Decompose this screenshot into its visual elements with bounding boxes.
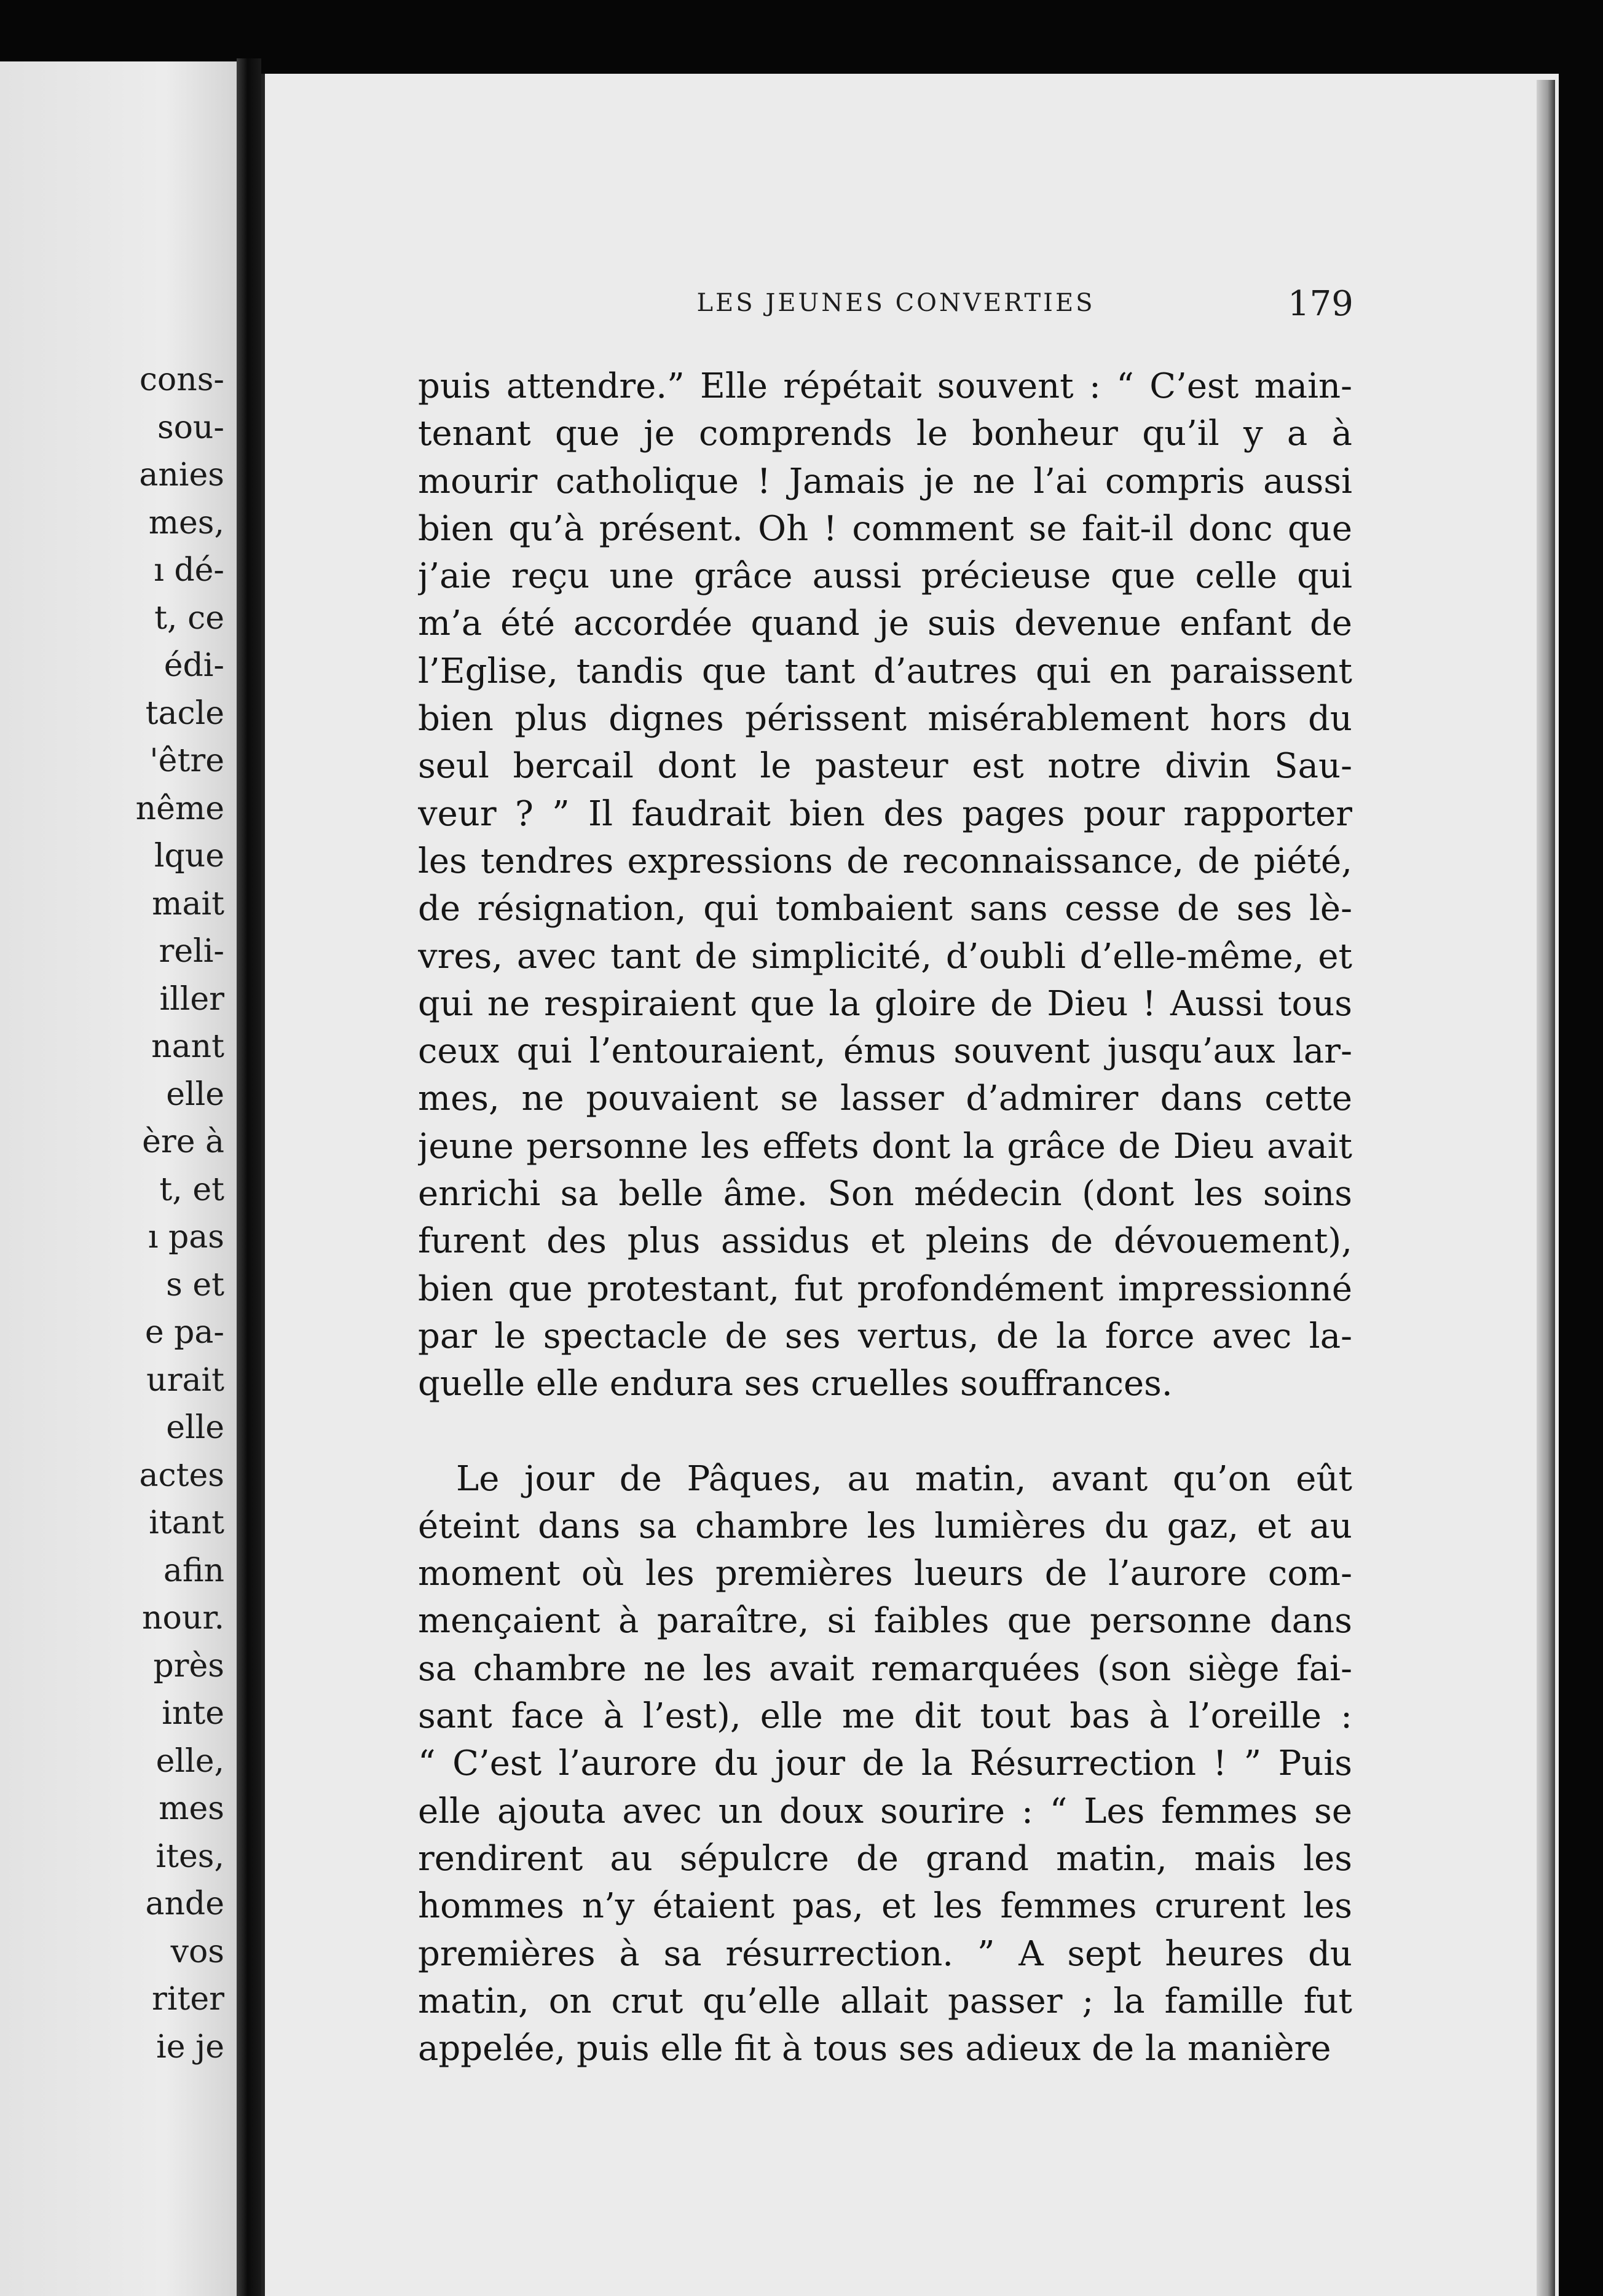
previous-page-line: inte <box>162 1695 224 1732</box>
paragraph <box>418 363 1352 1408</box>
book-gutter <box>237 58 261 2296</box>
previous-page-line: lque <box>154 838 224 875</box>
text-line: ceux qui l’entouraient, émus souvent jusqu’aux lar- <box>418 1031 1352 1072</box>
text-line: mençaient à paraître, si faibles que personne dans <box>418 1601 1352 1641</box>
text-line: tenant que je comprends le bonheur qu’il y a à <box>418 414 1352 454</box>
text-line: matin, on crut qu’elle allait passer ; la famille fut <box>418 1981 1352 2021</box>
text-line: de résignation, qui tombaient sans cesse de ses lè- <box>418 889 1352 929</box>
previous-page-line: mes, <box>148 504 224 541</box>
text-line: par le spectacle de ses vertus, de la force avec la- <box>418 1316 1352 1356</box>
text-line: éteint dans sa chambre les lumières du gaz, et au <box>418 1506 1352 1546</box>
previous-page-line: actes <box>139 1457 224 1494</box>
previous-page-line: mes <box>159 1790 224 1827</box>
previous-page-line: riter <box>151 1981 224 2018</box>
text-line: j’aie reçu une grâce aussi précieuse que celle qui <box>418 556 1352 597</box>
previous-page-line: elle <box>166 1075 224 1113</box>
text-line: puis attendre.” Elle répétait souvent : “ C’est main- <box>418 366 1352 406</box>
previous-page-line: ites, <box>156 1838 224 1875</box>
previous-page-line: mait <box>152 885 224 922</box>
previous-page-line: ı dé- <box>154 552 224 589</box>
previous-page-line: elle, <box>156 1742 224 1780</box>
text-line: premières à sa résurrection. ” A sept heures du <box>418 1933 1352 1974</box>
previous-page-line: vos <box>170 1933 224 1970</box>
text-line: bien qu’à présent. Oh ! comment se fait-il donc que <box>418 508 1352 549</box>
previous-page-text <box>0 356 237 2071</box>
previous-page-line: s et <box>166 1266 224 1303</box>
text-line: l’Eglise, tandis que tant d’autres qui en paraissent <box>418 651 1352 691</box>
text-line: appelée, puis elle fit à tous ses adieux de la manière <box>418 2029 1331 2069</box>
previous-page-line: tacle <box>145 694 224 732</box>
running-title: LES JEUNES CONVERTIES <box>696 289 1095 317</box>
text-line: elle ajouta avec un doux sourire : “ Les femmes se <box>418 1791 1352 1831</box>
page-body <box>418 363 1352 2072</box>
previous-page-line: t, et <box>159 1171 224 1208</box>
previous-page-line: ère à <box>142 1123 224 1160</box>
text-line: enrichi sa belle âme. Son médecin (dont les soins <box>418 1174 1352 1214</box>
text-line: “ C’est l’aurore du jour de la Résurrection ! ” Puis <box>418 1744 1352 1784</box>
text-line: jeune personne les effets dont la grâce de Dieu avait <box>418 1126 1352 1166</box>
previous-page-line: sou- <box>157 409 224 446</box>
text-line: vres, avec tant de simplicité, d’oubli d’elle-même, et <box>418 936 1352 977</box>
previous-page-line: nême <box>135 790 224 827</box>
previous-page-line: ie je <box>156 2028 224 2066</box>
text-line: sant face à l’est), elle me dit tout bas à l’oreille : <box>418 1696 1352 1737</box>
previous-page-line: cons- <box>139 361 224 398</box>
text-line: m’a été accordée quand je suis devenue enfant de <box>418 603 1352 644</box>
text-line: furent des plus assidus et pleins de dévouement), <box>418 1221 1352 1262</box>
previous-page-line: anies <box>139 457 224 493</box>
text-line: mes, ne pouvaient se lasser d’admirer dans cette <box>418 1079 1352 1119</box>
previous-page-line: afin <box>163 1552 224 1589</box>
previous-page <box>0 61 237 2296</box>
text-line: qui ne respiraient que la gloire de Dieu ! Aussi tous <box>418 983 1352 1024</box>
previous-page-line: reli- <box>159 933 224 970</box>
page-number: 179 <box>1288 284 1353 324</box>
paragraph <box>418 1455 1352 2073</box>
previous-page-line: ande <box>145 1885 224 1922</box>
previous-page-line: ı pas <box>148 1219 224 1256</box>
text-line: quelle elle endura ses cruelles souffrances. <box>418 1364 1173 1404</box>
previous-page-line: près <box>153 1647 224 1685</box>
text-line: Le jour de Pâques, au matin, avant qu’on eût <box>456 1458 1352 1499</box>
previous-page-line: édi- <box>163 647 224 684</box>
text-line: les tendres expressions de reconnaissance, de piété, <box>418 841 1352 881</box>
previous-page-line: t, ce <box>154 599 224 637</box>
text-line: mourir catholique ! Jamais je ne l’ai compris aussi <box>418 461 1352 501</box>
text-line: sa chambre ne les avait remarquées (son siège fai- <box>418 1648 1352 1689</box>
previous-page-line: elle <box>166 1409 224 1446</box>
text-line: bien plus dignes périssent misérablement hors du <box>418 699 1352 739</box>
text-line: rendirent au sépulcre de grand matin, mais les <box>418 1838 1352 1879</box>
text-line: seul bercail dont le pasteur est notre divin Sau- <box>418 746 1352 787</box>
previous-page-line: 'être <box>149 742 224 779</box>
paragraph-gap <box>418 1408 1352 1455</box>
text-line: veur ? ” Il faudrait bien des pages pour rapporter <box>418 793 1352 834</box>
text-line: hommes n’y étaient pas, et les femmes crurent les <box>418 1886 1352 1927</box>
page-edge <box>1537 80 1555 2296</box>
previous-page-line: nour. <box>142 1600 224 1637</box>
previous-page-line: iller <box>159 980 224 1018</box>
text-line: bien que protestant, fut profondément impressionné <box>418 1268 1352 1309</box>
text-line: moment où les premières lueurs de l’aurore com- <box>418 1554 1352 1594</box>
previous-page-line: e pa- <box>144 1314 224 1351</box>
previous-page-line: urait <box>146 1361 224 1399</box>
previous-page-line: itant <box>149 1504 224 1541</box>
previous-page-line: nant <box>151 1028 224 1065</box>
